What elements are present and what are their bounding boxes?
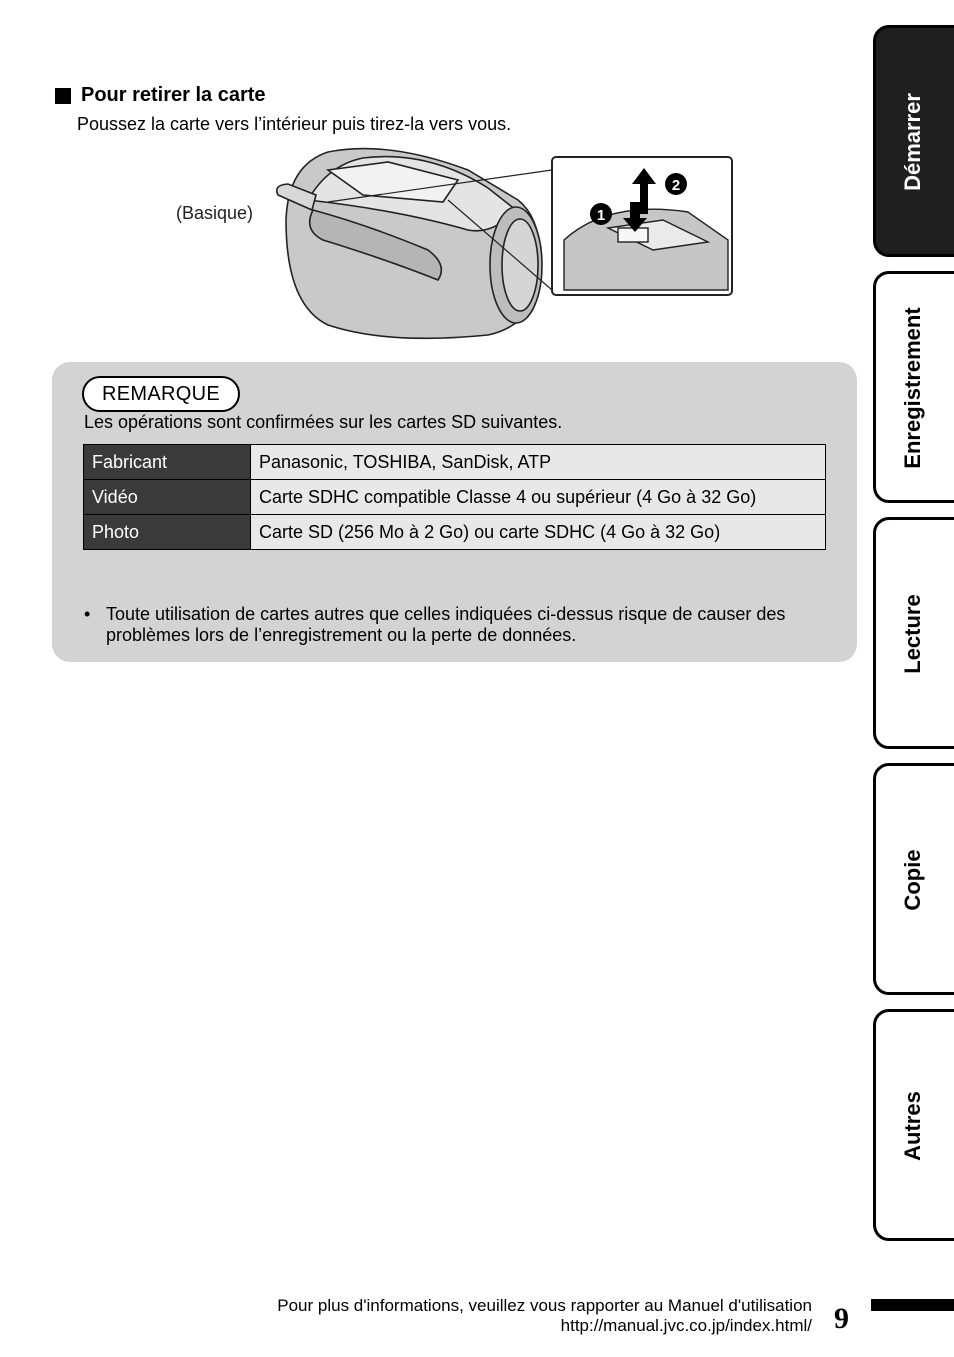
step-1-label: 1 (596, 207, 606, 224)
bullet-dot-icon: • (84, 604, 91, 624)
footer-line-1: Pour plus d'informations, veuillez vous rapporter au Manuel d'utilisation (277, 1296, 812, 1315)
note-badge: REMARQUE (82, 376, 240, 412)
footer-reference (277, 1296, 812, 1336)
tab-autres-label: Autres (900, 1091, 925, 1161)
table-key: Fabricant (84, 445, 251, 480)
tab-enregistrement-label: Enregistrement (900, 307, 925, 469)
sd-card-table (83, 444, 826, 550)
table-key: Photo (84, 515, 251, 550)
footer-url[interactable]: http://manual.jvc.co.jp/index.html/ (560, 1316, 812, 1335)
tab-lecture-label: Lecture (900, 594, 925, 674)
illustration-caption: (Basique) (176, 203, 254, 223)
square-bullet-icon (55, 88, 71, 104)
tab-demarrer-label: Démarrer (900, 93, 925, 191)
footer-bar (871, 1299, 954, 1311)
table-value: Carte SDHC compatible Classe 4 ou supérieur (4 Go à 32 Go) (251, 480, 826, 515)
note-text: Les opérations sont confirmées sur les cartes SD suivantes. (84, 412, 563, 432)
note-bullet (84, 604, 824, 646)
table-value: Carte SD (256 Mo à 2 Go) ou carte SDHC (4 Go à 32 Go) (251, 515, 826, 550)
section-heading (55, 84, 266, 107)
table-key: Vidéo (84, 480, 251, 515)
page-number: 9 (834, 1302, 849, 1335)
step-2-label: 2 (671, 177, 681, 194)
camcorder-card-illustration (268, 140, 738, 345)
table-value: Panasonic, TOSHIBA, SanDisk, ATP (251, 445, 826, 480)
table-row (84, 480, 826, 515)
table-row (84, 515, 826, 550)
section-intro: Poussez la carte vers l’intérieur puis tirez-la vers vous. (77, 114, 512, 134)
section-title: Pour retirer la carte (81, 84, 266, 106)
tab-copie-label: Copie (900, 849, 925, 911)
table-row (84, 445, 826, 480)
note-bullet-text: Toute utilisation de cartes autres que celles indiquées ci-dessus risque de causer des problèmes lors de l’enregistrement ou la perte de données. (106, 604, 786, 645)
